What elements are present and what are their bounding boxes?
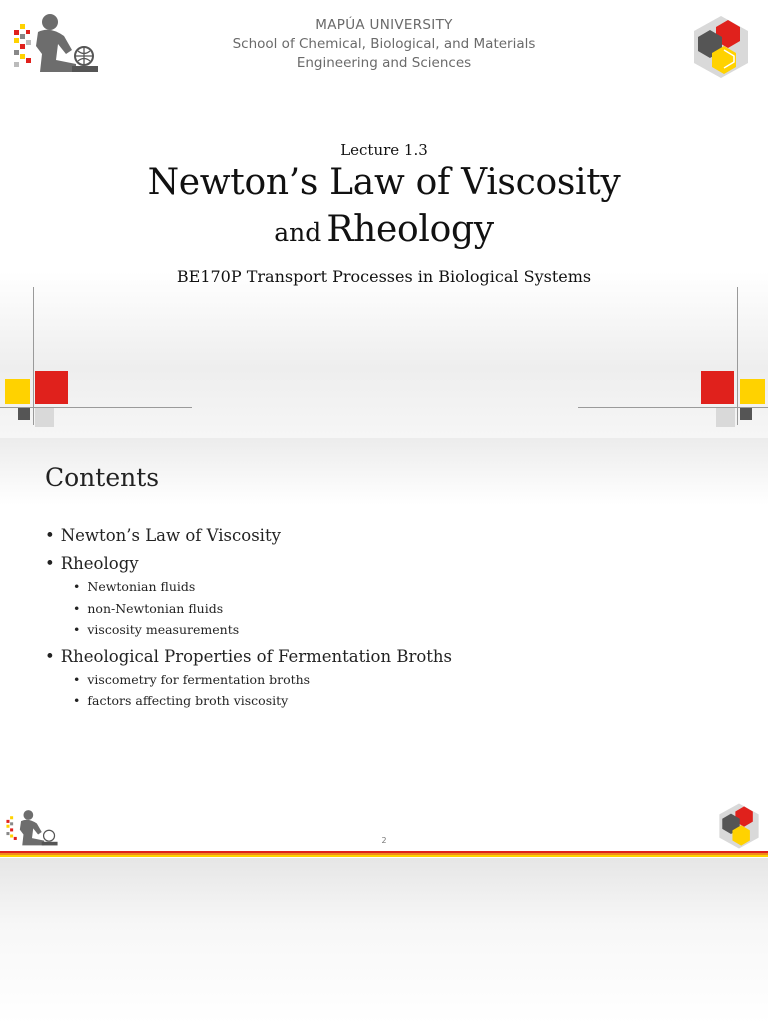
next-slide-area [0, 858, 768, 1024]
decor-yellow-square-right [740, 379, 765, 404]
list-item-label: Rheology [60, 554, 139, 573]
decor-dark-square-right [740, 408, 752, 420]
decor-gray-square-left [35, 408, 54, 427]
title-and: and [274, 218, 322, 247]
list-item [45, 551, 725, 641]
decor-vertical-line-left [33, 287, 34, 425]
footer-stripe-yellow [0, 855, 768, 857]
sub-list-item: • non-Newtonian fluids [73, 598, 725, 620]
decor-dark-square-left [18, 408, 30, 420]
sub-list [73, 576, 725, 641]
page-number: 2 [381, 836, 387, 845]
decor-red-square-right [701, 371, 734, 404]
decor-yellow-square-left [5, 379, 30, 404]
decor-gray-square-right [716, 408, 735, 427]
decor-vertical-line-right [737, 287, 738, 425]
lecture-label: Lecture 1.3 [340, 141, 428, 159]
school-hexagon-logo-small [716, 802, 762, 850]
sub-list-item: • viscometry for fermentation broths [73, 669, 725, 691]
university-name: MAPÚA UNIVERSITY [315, 17, 453, 33]
course-subtitle: BE170P Transport Processes in Biological Systems [176, 267, 592, 286]
decor-red-square-left [35, 371, 68, 404]
school-hexagon-logo [690, 14, 752, 80]
sub-list-item: • Newtonian fluids [73, 576, 725, 598]
list-item-label: Newton’s Law of Viscosity [60, 526, 281, 545]
contents-list [45, 520, 725, 712]
title-rheology: Rheology [326, 209, 494, 250]
list-item [45, 644, 725, 712]
slide-title-line2 [0, 209, 768, 250]
mapua-emblem-logo-small [4, 806, 60, 852]
sub-list-item: • factors affecting broth viscosity [73, 690, 725, 712]
school-name-line1: School of Chemical, Biological, and Materials [232, 36, 536, 52]
contents-heading: Contents [45, 463, 160, 492]
list-item-label: Rheological Properties of Fermentation Broths [60, 646, 453, 666]
list-item [45, 523, 725, 548]
sub-list-item: • viscosity measurements [73, 619, 725, 641]
slide-title-line1: Newton’s Law of Viscosity [147, 162, 621, 203]
sub-list [73, 669, 725, 712]
school-name-line2: Engineering and Sciences [296, 55, 472, 71]
university-header [0, 16, 768, 73]
